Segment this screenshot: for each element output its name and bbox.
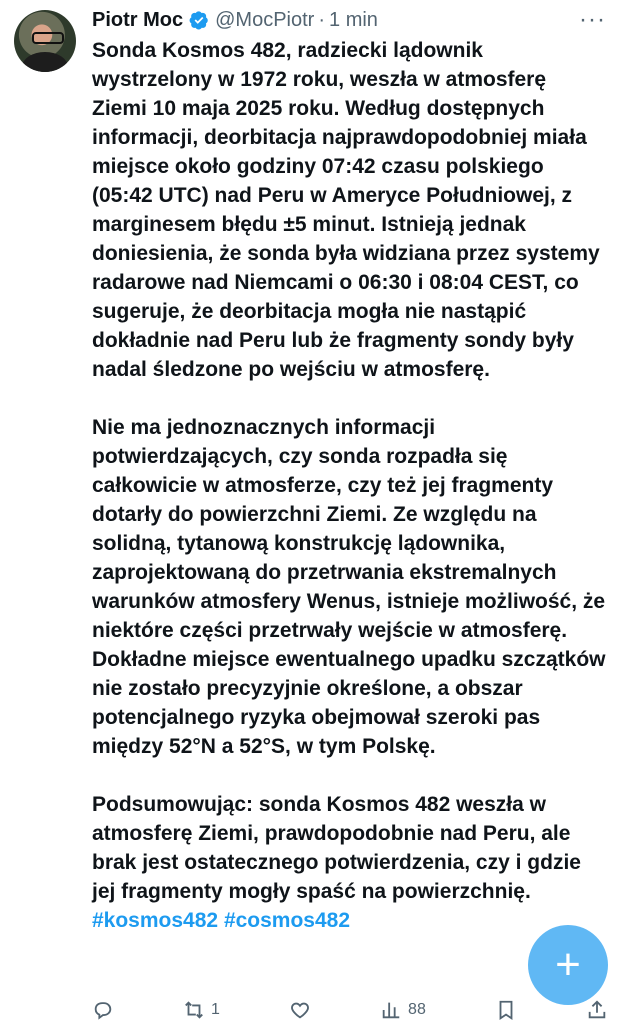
verified-badge-icon [189,10,209,30]
avatar-glasses [32,32,64,44]
post-paragraph-1: Sonda Kosmos 482, radziecki lądownik wystrzelony w 1972 roku, weszła w atmosferę Ziemi 10 maja 2025 roku. Według dostępnych informacji, deorbitacja najprawdopodobniej miała miejsce około godziny 07:42 czasu polskiego (05:42 UTC) nad Peru w Ameryce Południowej, z marginesem błędu ±5 minut. Istnieją jednak doniesienia, że sonda była widziana przez systemy radarowe nad Niemcami o 06:30 i 08:04 CEST, co sugeruje, że deorbitacja mogła nie nastąpić dokładnie nad Peru lub że fragmenty sondy były nadal śledzone po wejściu w atmosferę. [92,39,600,381]
more-options-icon[interactable]: ··· [579,6,606,33]
reply-button[interactable] [92,999,114,1021]
views-icon [380,999,402,1021]
views-count: 88 [408,1001,426,1018]
post-body [92,36,606,935]
post-paragraph-3 [92,790,606,935]
compose-post-button[interactable]: + [528,925,608,1005]
views-button[interactable] [380,999,426,1021]
post-timestamp[interactable]: 1 min [329,8,378,31]
bookmark-button[interactable] [495,999,517,1021]
repost-count: 1 [211,1001,220,1018]
post-action-bar [92,996,608,1024]
bookmark-icon [495,999,517,1021]
repost-button[interactable] [183,999,220,1021]
share-icon [586,999,608,1021]
author-name[interactable]: Piotr Moc [92,8,184,31]
meta-separator: · [318,8,326,31]
author-avatar[interactable] [14,10,76,72]
repost-icon [183,999,205,1021]
post-header [92,8,378,32]
post-paragraph-3-text: Podsumowując: sonda Kosmos 482 weszła w atmosferę Ziemi, prawdopodobnie nad Peru, ale brak jest ostatecznego potwierdzenia, czy i gdzie jej fragmenty mogły spaść na powierzchnię. [92,793,581,903]
avatar-shirt [22,52,68,72]
author-handle[interactable]: @MocPiotr [215,8,315,31]
reply-icon [92,999,114,1021]
post-paragraph-2: Nie ma jednoznacznych informacji potwierdzających, czy sonda rozpadła się całkowicie w atmosferze, czy też jej fragmenty dotarły do powierzchni Ziemi. Ze względu na solidną, tytanową konstrukcję lądownika, zaprojektowaną do przetrwania ekstremalnych warunków atmosfery Wenus, istnieje możliwość, że niektóre części przetrwały wejście w atmosferę. Dokładne miejsce ewentualnego upadku szczątków nie zostało precyzyjnie określone, a obszar potencjalnego ryzyka obejmował szeroki pas między 52°N a 52°S, w tym Polskę. [92,416,606,758]
share-button[interactable] [586,999,608,1021]
like-button[interactable] [289,999,311,1021]
hashtag-link[interactable]: #cosmos482 [223,909,351,932]
hashtag-link[interactable]: #kosmos482 [92,909,219,932]
heart-icon [289,999,311,1021]
